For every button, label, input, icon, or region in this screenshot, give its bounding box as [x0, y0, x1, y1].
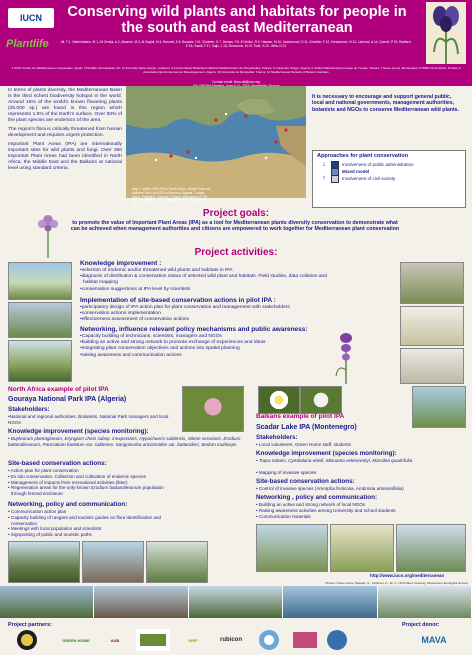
na-sitebased-title: Site-based conservation actions:	[8, 460, 107, 467]
networking-list: •Capacity building of technicians, scientists, managers and NGOs •building an active and strong network to promote exchange of experiences and ideas •integrating plant conservation objectives and actions into spatial planning •raising awareness and communication actions	[80, 334, 266, 358]
na-knowledge: • Bupleurum plantagineum, Eryngium chein subsp. inexpectans, Hypochaeris saldensis, Silene sessionis, Erodium battandieranum, Pancratium foetidum var. saldense, Sanguisorba ancistroides var. battandieri, Sedum multiceps	[8, 436, 241, 447]
call-to-action: It is necessary to encourage and support general public, local and national governments, management authorities, botanists and NGOs to conserve Mediterranean wild plants.	[312, 94, 460, 113]
landscape-photo	[8, 262, 72, 300]
authors: Ali, T.1, Valderrábano, M.1, Ali Zeraïa, A.2, Alsanne, M.3, Al-Saghir, M.4, Baumel, A.5, Bouaziz, H.6, Chabrier, O.7, Demas, F.8, El Mokni, R.9, Hassan, M.10, Jeanmonod, D.11, Khedher, F.12, Krestanovic, N.13, Lamrani, A.14, Quezel, P.15, Radford, E.16, Saadi, F.17, Sajic, J.18, Simonovic, M.19, Tosti, G.20, Vella, N.21	[60, 40, 412, 48]
na-networking-title: Networking, policy and communication:	[8, 501, 128, 508]
mava-logo: MAVA	[421, 635, 447, 645]
strip-photo	[189, 586, 283, 618]
header-banner	[0, 0, 472, 66]
partners-label: Project partners:	[8, 622, 53, 628]
approaches-box	[312, 150, 466, 208]
ba-networking-list: • Building an active and strong network of local NGOs • Raising awareness activities among University and school students • Communication materials	[256, 502, 396, 519]
affiliations: 1 IUCN Centre for Mediterranean Cooperation, Spain; 2 Plantlife International, UK; 3 Université Saint-Joseph, Lebanon; 4 Conservatoire Botanique National Méditerranéen de Porquerolles, France; 5 Université d'Alger, Algeria; 6 Institut National Agronomique de Tunisie, Tunisia; 7 Green Home, Montenegro; 8 WWF North Africa, Tunisia; 9 Association Environnement et Développement, Algeria; 10 Université de Montpellier, France; 11 Mediterranean Network of Botanic Gardens	[11, 66, 461, 74]
partner-logo-1	[14, 629, 40, 651]
ba-knowledge2: • Mapping of invasive species	[256, 470, 317, 475]
purple-flower-photo	[326, 330, 366, 384]
map-caption: Map 1: White: Wild IPA in South Africa, Middle East and Balkans. Red: pilot IPA in Morocco, Algeria, Tunisia, Egypt, Palestine, Lebanon, Turkey, Macedonia (FYR) and Montenegro. Blue: Original IPA and Scadar lake IPA.	[132, 187, 211, 207]
arrow-down-icon: ↓	[322, 161, 326, 168]
partner-logo-9	[324, 629, 350, 651]
partner-logo-4	[136, 629, 170, 651]
daisy-photo	[258, 386, 300, 414]
bottom-photo-strip	[0, 586, 472, 618]
knowledge-title: Knowledge improvement :	[80, 260, 162, 267]
workshop-photo	[400, 262, 464, 304]
cliff-photo	[82, 541, 144, 583]
ba-stakeholders-title: Stakeholders:	[256, 434, 298, 441]
project-url[interactable]: http://www.iucn.org/mediterranean	[370, 573, 445, 578]
goals-title: Project goals:	[202, 208, 270, 219]
ba-sitebased-title: Site-based conservation actions:	[256, 478, 355, 485]
partner-logo-5: INRF	[188, 637, 198, 643]
implementation-list: •participatory design of IPA action plan for plant conservation and management with stakeholders •conservation actions implementation •effectiveness assessment of conservation actions	[80, 305, 290, 323]
iucn-logo: IUCN	[8, 8, 54, 28]
meeting-photo	[400, 348, 464, 384]
lake-photo	[412, 386, 466, 428]
mediterranean-map	[126, 86, 306, 198]
partner-logo-7	[256, 629, 282, 651]
poster-title: Conserving wild plants and habitats for people in the south and east Mediterranean	[67, 4, 407, 36]
na-stakeholders: •National and regional authorities, Botanists, National Park managers and local NGOs	[8, 414, 169, 425]
ba-stakeholders: • Local volunteers, Green Home staff, students	[256, 442, 351, 447]
flower-photo	[28, 206, 68, 258]
networking-title: Networking, influence relevant policy mechanisms and public awareness:	[80, 326, 308, 333]
water-plant-photo	[330, 524, 394, 572]
team-photo	[8, 340, 72, 382]
plantlife-logo: Plantlife	[6, 38, 49, 50]
gouraya-title: Gouraya National Park IPA (Algeria)	[8, 396, 127, 403]
approaches-title: Approaches for plant conservation	[317, 153, 409, 159]
na-stakeholders-title: Stakeholders:	[8, 406, 50, 413]
ba-knowledge-title: Knowledge improvement (species monitoring):	[256, 450, 397, 457]
approach-row: ↑ Involvement of civil society	[313, 175, 465, 182]
field-photo	[8, 302, 72, 338]
na-sitebased-list: • Action plan for plant conservation • Ex situ conservation. Collection and cultivation of endemic species • Management of impacts from recreational activities (litter) • Regeneration areas for the only known Erodium battandieranum population through fenced enclosure	[8, 468, 164, 497]
contact-line: Contact email: tiriza.ali@iucn.org	[211, 80, 261, 84]
affiliations-bar	[0, 66, 472, 86]
white-flower-photo	[300, 386, 342, 414]
ba-networking-title: Networking , policy and communication:	[256, 494, 378, 501]
strip-photo	[378, 586, 472, 618]
lake-shore-photo	[256, 524, 328, 572]
strip-photo	[94, 586, 188, 618]
knowledge-list: •selection of endemic and/or threatened wild plants and habitats in IPA •diagnosis of distribution & conservation status of selected wild plant and habitats. Field studies, data collation and habitat mapping •conservation suggestions at IPA level by scientists	[80, 268, 327, 292]
approach-row: Mixed model	[313, 168, 465, 175]
partner-logo-3: AUB	[110, 637, 120, 643]
strip-photo	[283, 586, 377, 618]
activities-title: Project activities:	[194, 247, 278, 258]
coast-photo	[8, 541, 80, 583]
iris-illustration	[426, 2, 466, 64]
ba-knowledge: • Trapa natans, Cymbalaria ebelii, Minuartia velenovskyi, Marsilea quadrifolia	[256, 458, 413, 463]
volunteers-photo	[146, 541, 208, 583]
approach-row: ↓ Involvement of public administration	[313, 161, 465, 168]
north-africa-heading: North Africa example of pilot IPA	[8, 386, 109, 393]
scadar-title: Scadar Lake IPA (Montenegro)	[256, 424, 357, 431]
na-networking-list: • Communication action plan • Capacity building of rangers and touristic guides on flora identification and conservation • Meetings with local population and scientists • Signposting of public and touristic paths	[8, 509, 162, 538]
pink-flower-photo	[182, 386, 244, 432]
partner-logo-8	[290, 629, 320, 651]
partner-logo-2: GREEN HOME	[62, 637, 90, 643]
ba-sitebased: • Control of invasive species (Amorpha fruticosa, Ambrosia artemisiifolia)	[256, 486, 404, 491]
na-knowledge-title: Knowledge improvement (species monitoring):	[8, 428, 149, 435]
strip-photo	[0, 586, 94, 618]
goals-text: to promote the value of Important Plant Areas (IPA) as a tool for Mediterranean plants diversity conservation to demonstrate what can be achieved when management authorities and citizens are empowered to work together for Mediterranean plant conservation	[70, 220, 400, 233]
implementation-title: Implementation of site-based conservation actions in pilot IPA :	[80, 297, 276, 304]
donor-label: Project donor:	[402, 622, 440, 628]
students-photo	[396, 524, 466, 572]
arrow-up-icon: ↑	[322, 175, 326, 182]
partner-logo-6: rubicon	[220, 637, 242, 643]
intro-text: In terms of plants diversity, the Mediterranean Basin is the third richest biodiversity hotspot in the world. Around 15% of the world's known flowering plants (25.000 sp.) are found in this region which represents 1.6% of the Earth's surface. Over 50% of the plant species are endemics of the area. The region's flora is critically threatened from human development and requires urgent protection. Important Plant Areas (IPA) are internationally important sites for wild plants and fungi. Over 360 Important Plant Areas had been identified in North Africa, the Middle East and the Balkans at national level using standard criteria.	[8, 88, 122, 171]
photo-credits: Photos: Green Home; Bassah, G.; Feldman, K.; Ali, T.; UICN-Med. Drawing: Mousetroup Ecological Society	[325, 581, 468, 585]
specimen-photo	[400, 306, 464, 346]
swatch	[331, 175, 339, 183]
balkans-heading: Balkans example of pilot IPA	[256, 413, 345, 420]
